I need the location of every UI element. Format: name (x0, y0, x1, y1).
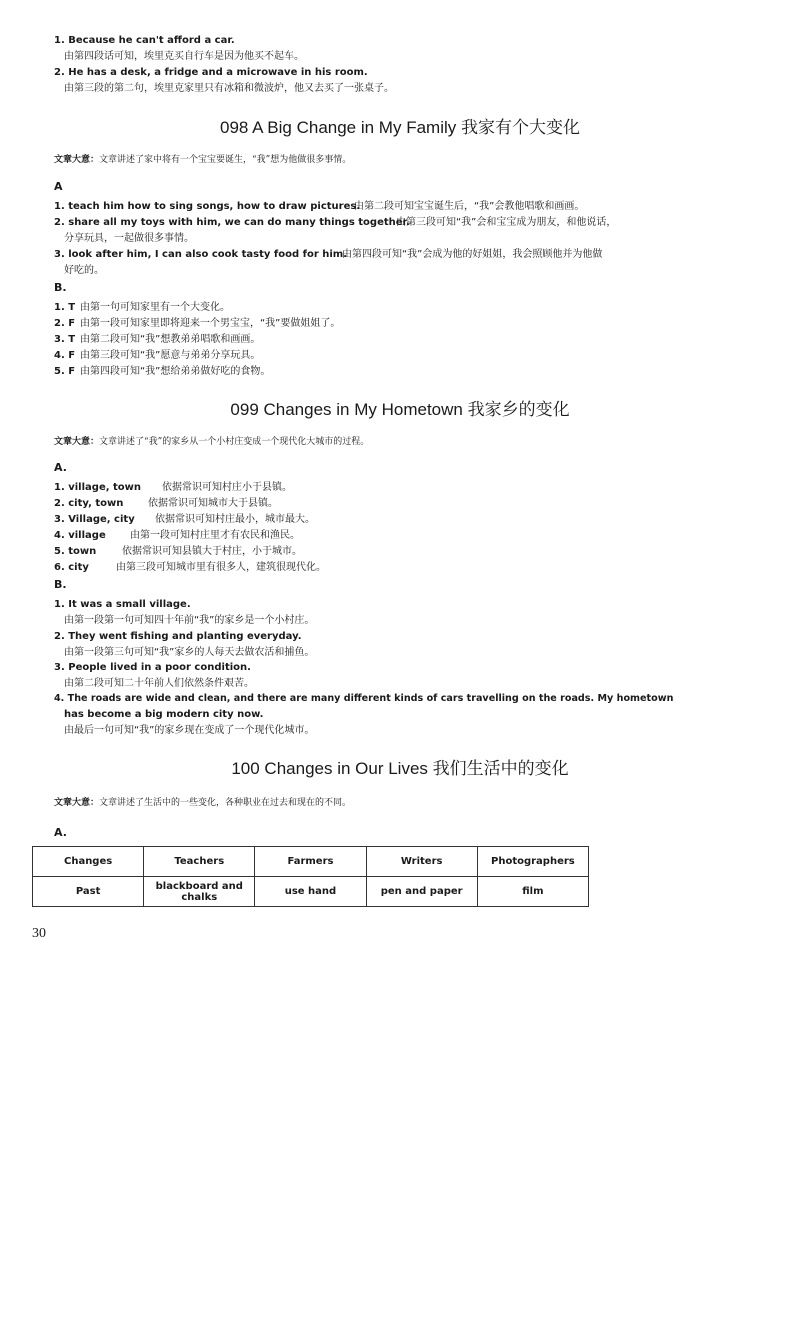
section-title-098: 098 A Big Change in My Family 我家有个大变化 (220, 118, 580, 137)
summary (54, 436, 369, 448)
answer-line: 3. People lived in a poor condition. (54, 662, 251, 673)
answer-line: 4. The roads are wide and clean, and there are many different kinds of cars travelling on the roads. My hometown (54, 693, 674, 704)
answer-key: 2. city, town (54, 498, 124, 509)
answer-key: 1. village, town (54, 482, 142, 493)
changes-table (32, 846, 589, 907)
answer-line: 2. He has a desk, a fridge and a microwave in his room. (54, 67, 368, 78)
answer-line-continued: has become a big modern city now. (64, 709, 264, 720)
answer-explanation: 由第四段可知“我”会成为他的好姐姐，我会照顾他并为他做 (342, 249, 603, 260)
answer-explanation: 由第一段第一句可知四十年前“我”的家乡是一个小村庄。 (64, 615, 315, 626)
table-cell: film (477, 877, 588, 907)
answer-explanation: 由第一段可知村庄里才有农民和渔民。 (130, 530, 300, 541)
answer-line: 1. teach him how to sing songs, how to draw pictures. (54, 201, 361, 212)
answer-explanation: 依据常识可知城市大于县镇。 (148, 498, 278, 509)
tf-key: 4. F (54, 350, 76, 361)
part-b-heading: B. (54, 281, 67, 294)
tf-key: 2. F (54, 318, 76, 329)
answer-explanation: 由最后一句可知“我”的家乡现在变成了一个现代化城市。 (64, 725, 315, 736)
answer-key: 4. village (54, 530, 106, 541)
answer-explanation: 由第三段可知城市里有很多人，建筑很现代化。 (116, 562, 326, 573)
answer-line: 2. They went fishing and planting everyday. (54, 631, 302, 642)
summary (54, 154, 351, 166)
answer-line: 2. share all my toys with him, we can do many things together. (54, 217, 410, 228)
answer-explanation: 由第三段可知“我”会和宝宝成为朋友，和他说话， (396, 217, 617, 228)
tf-explanation: 由第三段可知“我”愿意与弟弟分享玩具。 (80, 350, 261, 361)
part-a-heading: A (54, 180, 63, 193)
section-title-099: 099 Changes in My Hometown 我家乡的变化 (230, 400, 570, 419)
summary-label: 文章大意： (54, 798, 100, 808)
part-a-heading: A. (54, 826, 67, 839)
table-header-cell: Farmers (255, 847, 366, 877)
answer-key: 5. town (54, 546, 97, 557)
answer-explanation: 由第三段的第二句，埃里克家里只有冰箱和微波炉，他又去买了一张桌子。 (64, 83, 394, 94)
tf-explanation: 由第一段可知家里即将迎来一个男宝宝，“我”要做姐姐了。 (80, 318, 341, 329)
answer-explanation: 依据常识可知村庄最小，城市最大。 (155, 514, 315, 525)
table-cell: use hand (255, 877, 366, 907)
table-header-row (33, 847, 589, 877)
table-header-cell: Teachers (144, 847, 255, 877)
answer-explanation: 由第四段话可知，埃里克买自行车是因为他买不起车。 (64, 51, 304, 62)
table-header-cell: Photographers (477, 847, 588, 877)
answer-explanation: 分享玩具，一起做很多事情。 (64, 233, 194, 244)
tf-explanation: 由第一句可知家里有一个大变化。 (80, 302, 230, 313)
part-b-heading: B. (54, 578, 67, 591)
summary-label: 文章大意： (54, 155, 100, 165)
tf-key: 1. T (54, 302, 76, 313)
answer-explanation: 由第二段可知二十年前人们依然条件艰苦。 (64, 678, 254, 689)
page-number: 30 (32, 926, 46, 941)
answer-explanation: 由第二段可知宝宝诞生后，“我”会教他唱歌和画画。 (354, 201, 585, 212)
tf-explanation: 由第四段可知“我”想给弟弟做好吃的食物。 (80, 366, 271, 377)
table-cell: blackboard and chalks (144, 877, 255, 907)
part-a-heading: A. (54, 461, 67, 474)
section-title-100: 100 Changes in Our Lives 我们生活中的变化 (231, 759, 569, 778)
answer-explanation: 好吃的。 (64, 265, 104, 276)
summary-text: 文章讲述了“我”的家乡从一个小村庄变成一个现代化大城市的过程。 (99, 437, 370, 447)
answer-line: 1. It was a small village. (54, 599, 191, 610)
answer-explanation: 由第一段第三句可知“我”家乡的人每天去做农活和捕鱼。 (64, 647, 315, 658)
summary-label: 文章大意： (54, 437, 100, 447)
table-row (33, 877, 589, 907)
answer-explanation: 依据常识可知县镇大于村庄，小于城市。 (122, 546, 302, 557)
answer-line: 3. look after him, I can also cook tasty food for him. (54, 249, 348, 260)
table-header-cell: Changes (33, 847, 144, 877)
table-cell: Past (33, 877, 144, 907)
table-cell: pen and paper (366, 877, 477, 907)
table-header-cell: Writers (366, 847, 477, 877)
summary-text: 文章讲述了家中将有一个宝宝要诞生，“我”想为他做很多事情。 (99, 155, 352, 165)
summary-text: 文章讲述了生活中的一些变化，各种职业在过去和现在的不同。 (99, 798, 352, 808)
summary (54, 797, 351, 809)
tf-key: 5. F (54, 366, 76, 377)
answer-line: 1. Because he can't afford a car. (54, 35, 235, 46)
answer-explanation: 依据常识可知村庄小于县镇。 (162, 482, 292, 493)
tf-key: 3. T (54, 334, 76, 345)
tf-explanation: 由第二段可知“我”想教弟弟唱歌和画画。 (80, 334, 261, 345)
answer-key: 6. city (54, 562, 89, 573)
answer-key: 3. Village, city (54, 514, 135, 525)
